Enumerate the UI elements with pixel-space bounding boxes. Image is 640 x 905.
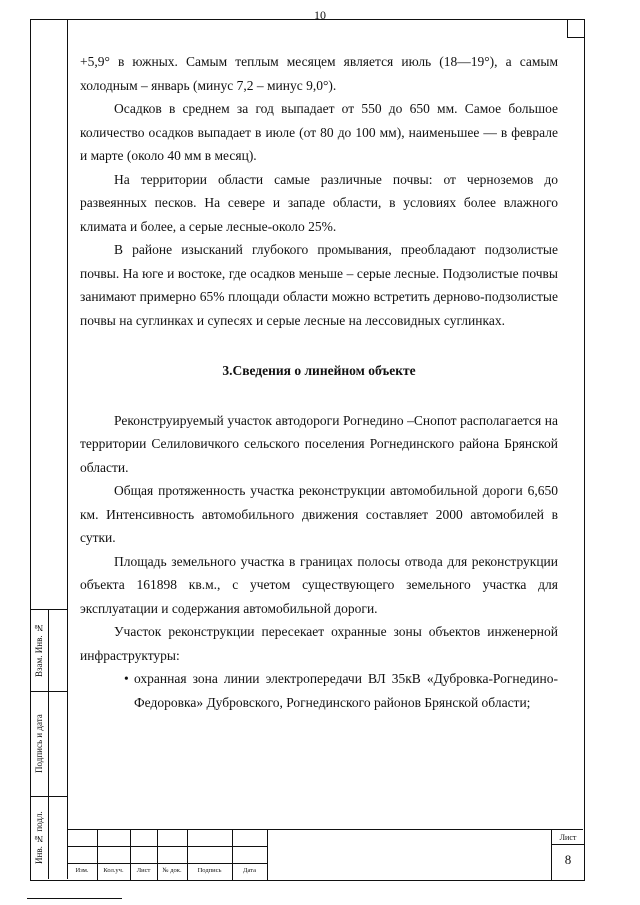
paragraph: Площадь земельного участка в границах полосы отвода для реконструкции объекта 161898 кв.м., с учетом существующего земельного участка для эксплуатации и содержания автомобильной дороги.: [80, 553, 558, 616]
paragraph: Осадков в среднем за год выпадает от 550 до 650 мм. Самое большое количество осадков выпадает в июле (от 80 до 100 мм), наименьшее — в феврале и марте (около 40 мм в месяц).: [80, 101, 558, 163]
paragraph: В районе изысканий глубокого промывания, преобладают подзолистые почвы. На юге и востоке, где осадков меньше – серые лесные. Подзолистые почвы занимают примерно 65% площади области можно встретить дерново-подзолистые почвы на суглинках и супесях и серые лесные на лессовидных суглинках.: [80, 242, 558, 328]
paragraph: Общая протяженность участка реконструкции автомобильной дороги 6,650 км. Интенсивность автомобильного движения составляет 2000 автомобилей в сутки.: [80, 483, 558, 545]
column-label-count: Кол.уч.: [103, 867, 124, 874]
page-number: 10: [314, 8, 326, 22]
sheet-number-box: [551, 830, 584, 880]
side-stamp-label-replacement: Взам. Инв. №: [34, 623, 44, 677]
bottom-rule: [27, 898, 122, 899]
document-body: [80, 50, 558, 714]
paragraph: Реконструируемый участок автодороги Рогнедино –Снопот располагается на территории Селиловичкого сельского поселения Рогнединского района Брянской области.: [80, 412, 558, 475]
sheet-number: 8: [564, 852, 572, 867]
side-stamp: [30, 609, 67, 879]
top-right-corner-box: [567, 19, 584, 38]
section-heading: 3.Сведения о линейном объекте: [222, 363, 416, 378]
title-block: [67, 829, 583, 880]
side-stamp-divider: [48, 609, 49, 879]
column-label-change: Изм.: [75, 867, 89, 874]
column-label-date: Дата: [243, 867, 256, 874]
paragraph: На территории области самые различные почвы: от черноземов до развеянных песков. На севере и западе области, в условиях более влажного климата и более, а серые лесные-около 25%.: [80, 171, 558, 234]
sheet-label: Лист: [559, 833, 577, 842]
list-item: [80, 667, 558, 714]
side-stamp-label-inventory: Инв. № подл.: [34, 811, 44, 864]
sheet-divider: [552, 844, 584, 845]
column-label-signature: Подпись: [197, 867, 222, 874]
column-label-sheet: Лист: [136, 867, 151, 874]
column-label-doc-number: № док.: [162, 867, 182, 874]
title-block-grid: [67, 830, 267, 880]
inner-frame-line: [67, 19, 68, 879]
paragraph: +5,9° в южных. Самым теплым месяцем является июль (18—19°), а самым холодным – январь (минус 7,2 – минус 9,0°).: [80, 54, 558, 93]
bullet-icon: •: [124, 671, 129, 686]
paragraph: Участок реконструкции пересекает охранные зоны объектов инженерной инфраструктуры:: [80, 624, 558, 663]
side-stamp-label-signature: Подпись и дата: [34, 714, 44, 773]
grid-line: [267, 830, 268, 880]
list-item-text: охранная зона линии электропередачи ВЛ 35кВ «Дубровка-Рогнедино-Федоровка» Дубровского, Рогнединского районов Брянской области;: [134, 671, 558, 710]
